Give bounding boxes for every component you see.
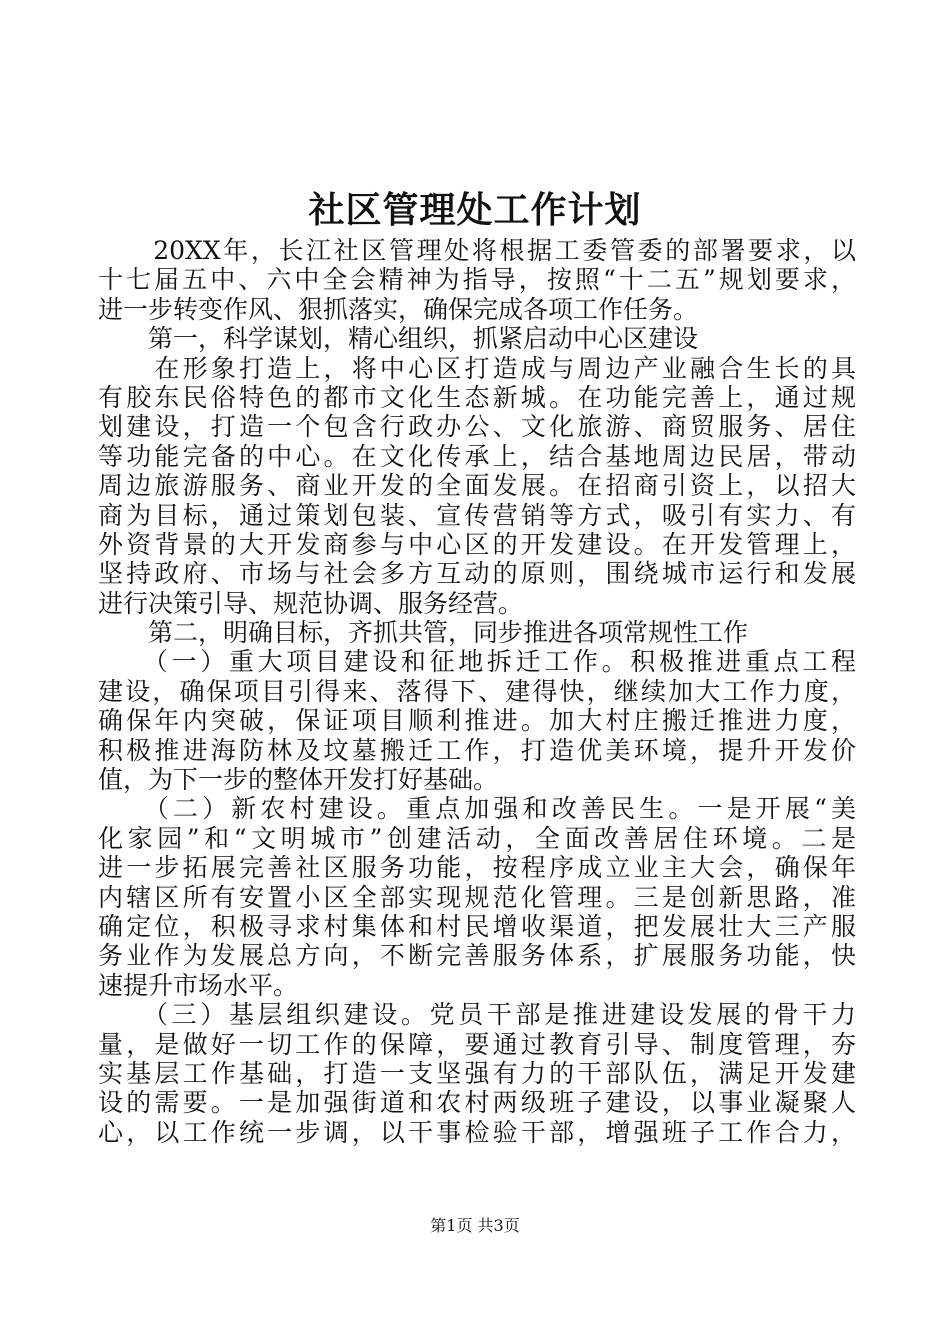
- body-line: 速提升市场水平。: [98, 970, 299, 1000]
- body-line: 商为目标，通过策划包装、宣传营销等方式，吸引有实力、有: [98, 500, 856, 530]
- body-line: 心，以工作统一步调，以干事检验干部，增强班子工作合力，: [98, 1117, 856, 1147]
- body-line: 化家园”和“文明城市”创建活动，全面改善居住环境。二是: [98, 823, 856, 853]
- body-line: 量，是做好一切工作的保障，要通过教育引导、制度管理，夯: [98, 1029, 856, 1059]
- body-line: 有胶东民俗特色的都市文化生态新城。在功能完善上，通过规: [98, 382, 856, 412]
- body-line: 进一步转变作风、狠抓落实，确保完成各项工作任务。: [98, 294, 699, 324]
- body-line: 务业作为发展总方向，不断完善服务体系，扩展服务功能，快: [98, 941, 856, 971]
- body-line: 划建设，打造一个包含行政办公、文化旅游、商贸服务、居住: [98, 412, 856, 442]
- body-line: 20XX年，长江社区管理处将根据工委管委的部署要求，以: [98, 236, 856, 265]
- body-line: 周边旅游服务、商业开发的全面发展。在招商引资上，以招大: [98, 471, 856, 501]
- body-line: 进行决策引导、规范协调、服务经营。: [98, 588, 524, 618]
- page-number-footer: 第1页 共3页: [430, 1216, 520, 1235]
- body-line: （三）基层组织建设。党员干部是推进建设发展的骨干力: [98, 1000, 856, 1030]
- body-line: 设的需要。一是加强街道和农村两级班子建设，以事业凝聚人: [98, 1088, 856, 1118]
- body-line: 坚持政府、市场与社会多方互动的原则，围绕城市运行和发展: [98, 559, 856, 589]
- body-line: 十七届五中、六中全会精神为指导，按照“十二五”规划要求，: [98, 265, 856, 295]
- body-line: 确保年内突破，保证项目顺利推进。加大村庄搬迁推进力度，: [98, 706, 856, 736]
- body-line: 外资背景的大开发商参与中心区的开发建设。在开发管理上，: [98, 529, 856, 559]
- body-line: 建设，确保项目引得来、落得下、建得快，继续加大工作力度，: [98, 676, 856, 706]
- body-line: 确定位，积极寻求村集体和村民增收渠道，把发展壮大三产服: [98, 911, 856, 941]
- body-line: 实基层工作基础，打造一支坚强有力的干部队伍，满足开发建: [98, 1058, 856, 1088]
- body-line: 值，为下一步的整体开发打好基础。: [98, 765, 499, 795]
- section-heading: 第二，明确目标，齐抓共管，同步推进各项常规性工作: [98, 618, 749, 648]
- body-line: 等功能完备的中心。在文化传承上，结合基地周边民居，带动: [98, 441, 856, 471]
- section-heading: 第一，科学谋划，精心组织，抓紧启动中心区建设: [98, 324, 699, 354]
- body-line: （二）新农村建设。重点加强和改善民生。一是开展“美: [98, 794, 856, 824]
- body-line: 积极推进海防林及坟墓搬迁工作，打造优美环境，提升开发价: [98, 735, 856, 765]
- body-line: （一）重大项目建设和征地拆迁工作。积极推进重点工程: [98, 647, 856, 677]
- body-line: 进一步拓展完善社区服务功能，按程序成立业主大会，确保年: [98, 853, 856, 883]
- document-title: 社区管理处工作计划: [308, 189, 642, 231]
- body-line: 内辖区所有安置小区全部实现规范化管理。三是创新思路，准: [98, 882, 856, 912]
- body-line: 在形象打造上，将中心区打造成与周边产业融合生长的具: [98, 353, 856, 383]
- document-body: [98, 236, 856, 1147]
